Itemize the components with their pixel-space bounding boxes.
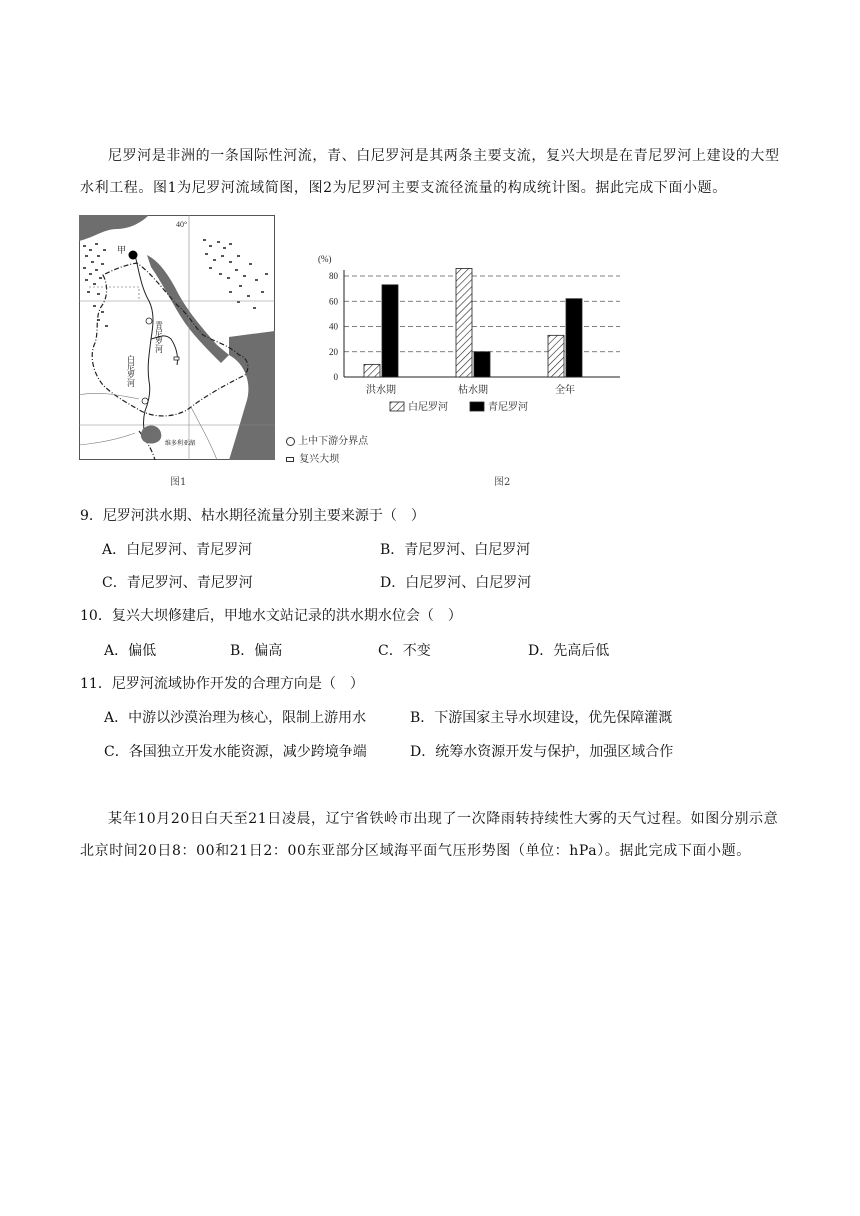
bar-white-nile	[456, 268, 472, 377]
legend-label: 白尼罗河	[408, 402, 448, 413]
q11-option-a[interactable]: A．中游以沙漠治理为核心，限制上游用水	[104, 710, 367, 726]
y-tick-label: 60	[329, 296, 338, 307]
x-tick-label: 枯水期	[458, 385, 488, 396]
label-qing: 青尼罗河	[154, 321, 164, 353]
q11-option-c[interactable]: C．各国独立开发水能资源，减少跨境争端	[104, 744, 367, 760]
circle-legend-icon	[286, 437, 295, 446]
y-axis-unit-label: (%)	[318, 254, 332, 264]
station-jia-marker	[129, 251, 138, 260]
legend-label: 青尼罗河	[488, 402, 528, 413]
question-10-stem: 10．复兴大坝修建后，甲地水文站记录的洪水期水位会（ ）	[80, 608, 462, 624]
bar-white-nile	[364, 364, 380, 377]
question-11-stem: 11．尼罗河流域协作开发的合理方向是（ ）	[80, 676, 364, 692]
q10-option-d[interactable]: D．先高后低	[528, 643, 610, 659]
figure-1-map	[79, 215, 275, 460]
legend-text: 复兴大坝	[299, 454, 340, 465]
question-9-stem: 9．尼罗河洪水期、枯水期径流量分别主要来源于（ ）	[80, 508, 425, 524]
y-tick-label: 80	[329, 271, 338, 281]
q10-option-b[interactable]: B．偏高	[230, 643, 283, 659]
q10-option-c[interactable]: C．不变	[378, 643, 431, 659]
y-tick-label: 0	[333, 372, 338, 382]
legend-swatch	[390, 402, 404, 411]
intro-paragraph-nile: 尼罗河是非洲的一条国际性河流，青、白尼罗河是其两条主要支流，复兴大坝是在青尼罗河上建设的大型水利工程。图1为尼罗河流域简图，图2为尼罗河主要支流径流量的构成统计图。据此完成下面小题。	[80, 148, 780, 196]
label-lake: 维多利亚湖	[165, 441, 196, 447]
y-tick-label: 20	[329, 346, 338, 357]
bar-blue-nile	[382, 285, 398, 377]
rect-legend-icon	[286, 457, 294, 462]
bar-blue-nile	[566, 299, 582, 377]
label-jia: 甲	[117, 245, 127, 255]
q11-option-d[interactable]: D．统筹水资源开发与保护，加强区域合作	[410, 744, 674, 760]
nile-basin-map	[79, 215, 275, 460]
q9-option-c[interactable]: C．青尼罗河、青尼罗河	[102, 575, 253, 591]
q9-option-b[interactable]: B．青尼罗河、白尼罗河	[380, 542, 531, 558]
figure-1-caption: 图1	[170, 477, 187, 488]
bar-blue-nile	[474, 352, 490, 377]
legend-item-dam	[286, 450, 339, 465]
runoff-bar-chart	[310, 250, 630, 425]
boundary-point	[142, 398, 148, 404]
boundary-point	[146, 318, 152, 324]
q10-option-a[interactable]: A．偏低	[104, 643, 157, 659]
bar-white-nile	[548, 335, 564, 377]
q11-option-b[interactable]: B．下游国家主导水坝建设，优先保障灌溉	[410, 710, 673, 726]
x-tick-label: 洪水期	[366, 385, 396, 396]
dam-marker	[174, 357, 179, 360]
figure-2-chart	[310, 250, 630, 425]
q9-option-a[interactable]: A．白尼罗河、青尼罗河	[102, 542, 253, 558]
figure-2-caption: 图2	[494, 477, 511, 488]
x-tick-label: 全年	[555, 385, 575, 396]
y-tick-label: 40	[329, 321, 338, 332]
label-lat40: 40°	[176, 220, 188, 229]
intro-paragraph-fog: 某年10月20日白天至21日凌晨，辽宁省铁岭市出现了一次降雨转持续性大雾的天气过程。如图分别示意北京时间20日8：00和21日2：00东亚部分区域海平面气压形势图（单位：hPa）。据此完成下面小题。	[80, 811, 779, 859]
legend-text: 上中下游分界点	[298, 436, 369, 447]
q9-option-d[interactable]: D．白尼罗河、白尼罗河	[380, 575, 532, 591]
legend-swatch	[470, 402, 484, 411]
legend-item-boundary	[286, 432, 368, 447]
label-bai: 白尼罗河	[126, 355, 136, 387]
